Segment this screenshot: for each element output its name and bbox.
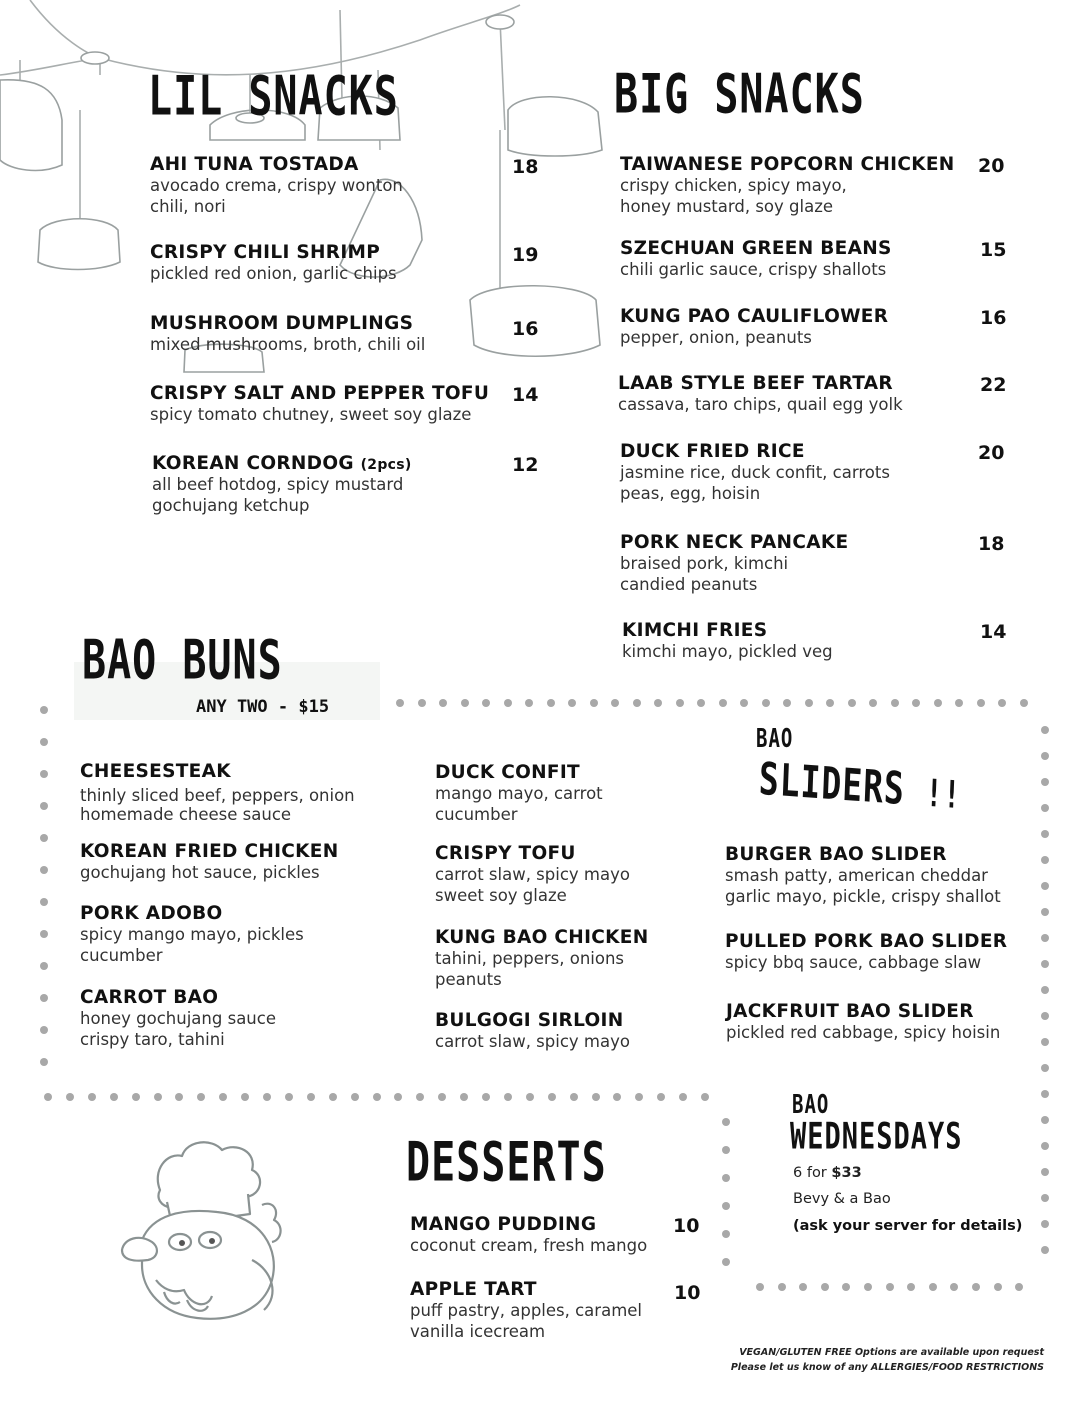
border-dot [722,1230,730,1238]
border-dot [504,1093,512,1101]
item-desc: chili garlic sauce, crispy shallots [620,260,887,279]
border-dot [826,699,834,707]
item-name: JACKFRUIT BAO SLIDER [726,1001,974,1022]
border-dot [482,1093,490,1101]
border-dot [40,898,48,906]
border-dot [929,1283,937,1291]
border-dot [40,770,48,778]
item-name: APPLE TART [410,1279,537,1300]
item-desc: crispy taro, tahini [80,1030,225,1049]
border-dot [1041,882,1049,890]
menu-item [620,532,848,595]
bao-buns-heading: BAO BUNS [82,630,283,693]
item-desc: candied peanuts [620,575,758,594]
border-dot [418,699,426,707]
item-desc: sweet soy glaze [435,886,567,905]
border-dot [799,1283,807,1291]
item-desc: mixed mushrooms, broth, chili oil [150,335,426,354]
item-name: DUCK CONFIT [435,762,580,783]
item-desc: homemade cheese sauce [80,805,292,824]
item-name: KUNG PAO CAULIFLOWER [620,306,889,327]
border-dot [351,1093,359,1101]
border-dot [548,1093,556,1101]
menu-item [435,843,630,906]
item-price: 10 [673,1215,700,1237]
item-name: PORK NECK PANCAKE [620,532,849,553]
item-desc: all beef hotdog, spicy mustard [152,475,404,494]
menu-item [620,238,892,280]
item-price: 14 [512,384,539,406]
bao-wednesdays-details: (ask your server for details) [793,1218,1023,1234]
border-dot [950,1283,958,1291]
item-desc: spicy tomato chutney, sweet soy glaze [150,405,472,424]
menu-item [725,844,1001,907]
item-desc: cassava, taro chips, quail egg yolk [618,395,903,414]
border-dot [547,699,555,707]
border-dot [1041,1090,1049,1098]
dietary-note-line1: VEGAN/GLUTEN FREE Options are available upon request [739,1347,1044,1358]
dietary-note-line2: Please let us know of any ALLERGIES/FOOD RESTRICTIONS [730,1362,1044,1373]
menu-item [726,1001,1000,1043]
border-dot [998,699,1006,707]
item-desc: kimchi mayo, pickled veg [622,642,833,661]
chef-bao-mascot-illustration [112,1130,292,1330]
item-name: KUNG BAO CHICKEN [435,927,649,948]
border-dot [1020,699,1028,707]
border-dot [1041,1142,1049,1150]
offer-price: $33 [831,1165,862,1181]
border-dot [891,699,899,707]
menu-item [150,313,425,355]
item-name: KOREAN FRIED CHICKEN [80,841,339,862]
item-price: 14 [980,621,1007,643]
border-dot [805,699,813,707]
border-dot [40,930,48,938]
border-dot [329,1093,337,1101]
border-dot [1041,934,1049,942]
menu-item [725,931,1007,973]
border-dot [1041,1038,1049,1046]
border-dot [955,699,963,707]
border-dot [722,1118,730,1126]
border-dot [592,1093,600,1101]
border-dot [40,994,48,1002]
item-desc: gochujang hot sauce, pickles [80,863,320,882]
menu-item [152,453,412,516]
item-name: CHEESESTEAK [80,761,231,782]
border-dot [40,866,48,874]
border-dot [241,1093,249,1101]
item-price: 16 [980,307,1007,329]
border-dot [396,699,404,707]
border-dot [110,1093,118,1101]
item-desc: pepper, onion, peanuts [620,328,812,347]
border-dot [756,1283,764,1291]
item-name: CRISPY SALT AND PEPPER TOFU [150,383,490,404]
item-name: DUCK FRIED RICE [620,441,805,462]
border-dot [907,1283,915,1291]
menu-item [620,154,955,217]
item-desc: jasmine rice, duck confit, carrots [620,463,890,482]
border-dot [934,699,942,707]
item-name: LAAB STYLE BEEF TARTAR [618,373,893,394]
border-dot [654,699,662,707]
item-desc: vanilla icecream [410,1322,546,1341]
border-dot [697,699,705,707]
border-dot [66,1093,74,1101]
item-price: 20 [978,442,1005,464]
border-dot [1041,1220,1049,1228]
offer-text: 6 for [793,1165,832,1181]
border-dot [1041,726,1049,734]
item-desc: pickled red cabbage, spicy hoisin [726,1023,1001,1042]
item-name: PULLED PORK BAO SLIDER [725,931,1008,952]
lil-snacks-heading: LIL SNACKS [148,66,399,129]
border-dot [864,1283,872,1291]
item-price: 19 [512,244,539,266]
menu-item [80,761,355,824]
border-dot [570,1093,578,1101]
border-dot [1041,986,1049,994]
border-dot [722,1146,730,1154]
border-dot [40,834,48,842]
border-dot [762,699,770,707]
item-price: 15 [980,239,1007,261]
border-dot [197,1093,205,1101]
border-dot [657,1093,665,1101]
item-price: 16 [512,318,539,340]
border-dot [40,962,48,970]
border-dot [416,1093,424,1101]
border-dot [1041,1064,1049,1072]
border-dot [1041,830,1049,838]
border-dot [722,1202,730,1210]
item-desc: honey mustard, soy glaze [620,197,834,216]
item-name: CARROT BAO [80,987,219,1008]
item-desc: tahini, peppers, onions [435,949,625,968]
bao-sliders-title-mark: !! [924,770,963,818]
border-dot [1041,856,1049,864]
item-price: 18 [512,156,539,178]
border-dot [40,802,48,810]
border-dot [307,1093,315,1101]
border-dot [635,1093,643,1101]
border-dot [44,1093,52,1101]
item-desc: peanuts [435,970,502,989]
bao-wednesdays-bevy: Bevy & a Bao [793,1191,891,1207]
item-desc: spicy mango mayo, pickles [80,925,304,944]
menu-item [80,841,339,883]
border-dot [1041,908,1049,916]
menu-item [150,154,403,217]
dietary-note [731,1345,1044,1375]
item-desc: gochujang ketchup [152,496,310,515]
item-name: TAIWANESE POPCORN CHICKEN [620,154,955,175]
border-dot [722,1258,730,1266]
item-price: 18 [978,533,1005,555]
menu-item [620,441,890,504]
border-dot [1041,960,1049,968]
border-dot [88,1093,96,1101]
border-dot [869,699,877,707]
border-dot [461,699,469,707]
border-dot [40,738,48,746]
border-dot [40,1058,48,1066]
border-dot [439,699,447,707]
border-dot [154,1093,162,1101]
item-name: BULGOGI SIRLOIN [435,1010,624,1031]
big-snacks-heading: BIG SNACKS [614,64,865,127]
item-name: AHI TUNA TOSTADA [150,154,359,175]
border-dot [504,699,512,707]
item-desc: avocado crema, crispy wonton [150,176,403,195]
menu-item [435,927,649,990]
item-name: CRISPY TOFU [435,843,576,864]
border-dot [1041,1116,1049,1124]
item-name: KOREAN CORNDOG [152,453,354,474]
menu-item [620,306,888,348]
item-desc: cucumber [80,946,163,965]
border-dot [1041,1168,1049,1176]
border-dot [525,699,533,707]
menu-item [435,762,603,825]
border-dot [40,1026,48,1034]
border-dot [1041,1194,1049,1202]
border-dot [568,699,576,707]
border-dot [701,1093,709,1101]
item-price: 10 [674,1282,701,1304]
item-price: 20 [978,155,1005,177]
border-dot [912,699,920,707]
item-desc: cucumber [435,805,518,824]
border-dot [719,699,727,707]
bao-wednesdays-small-heading: BAO [792,1090,830,1120]
border-dot [842,1283,850,1291]
item-name: MUSHROOM DUMPLINGS [150,313,414,334]
item-desc: thinly sliced beef, peppers, onion [80,786,355,805]
border-dot [613,1093,621,1101]
item-desc: chili, nori [150,197,226,216]
item-desc: braised pork, kimchi [620,554,789,573]
item-name: BURGER BAO SLIDER [725,844,947,865]
border-dot [972,1283,980,1291]
menu-item [410,1279,642,1342]
border-dot [633,699,641,707]
item-name: PORK ADOBO [80,903,223,924]
menu-item [410,1214,647,1256]
border-dot [590,699,598,707]
border-dot [460,1093,468,1101]
border-dot [263,1093,271,1101]
item-price: 12 [512,454,539,476]
item-name: CRISPY CHILI SHRIMP [150,242,381,263]
bao-wednesdays-offer [793,1165,862,1181]
item-desc: spicy bbq sauce, cabbage slaw [725,953,982,972]
border-dot [1041,1012,1049,1020]
border-dot [676,699,684,707]
border-dot [679,1093,687,1101]
border-dot [373,1093,381,1101]
menu-item [618,373,903,415]
border-dot [132,1093,140,1101]
bao-sliders-small-heading: BAO [756,724,794,754]
item-desc: honey gochujang sauce [80,1009,276,1028]
border-dot [1041,778,1049,786]
item-desc: coconut cream, fresh mango [410,1236,648,1255]
border-dot [1041,804,1049,812]
border-dot [848,699,856,707]
border-dot [977,699,985,707]
border-dot [40,706,48,714]
menu-item [150,242,397,284]
border-dot [1015,1283,1023,1291]
item-desc: crispy chicken, spicy mayo, [620,176,847,195]
border-dot [611,699,619,707]
border-dot [175,1093,183,1101]
item-name: SZECHUAN GREEN BEANS [620,238,892,259]
border-dot [886,1283,894,1291]
menu-item [80,987,276,1050]
bao-buns-subtitle: ANY TWO - $15 [196,697,330,717]
desserts-heading: DESSERTS [406,1132,607,1195]
border-dot [740,699,748,707]
border-dot [1041,1246,1049,1254]
border-dot [394,1093,402,1101]
menu-item [435,1010,630,1052]
item-desc: mango mayo, carrot [435,784,603,803]
bao-wednesdays-heading: WEDNESDAYS [790,1116,963,1158]
item-desc: carrot slaw, spicy mayo [435,865,630,884]
item-desc: garlic mayo, pickle, crispy shallot [725,887,1001,906]
item-name-suffix: (2pcs) [360,457,412,473]
item-name: KIMCHI FRIES [622,620,768,641]
border-dot [1041,752,1049,760]
border-dot [482,699,490,707]
menu-item [80,903,304,966]
item-desc: puff pastry, apples, caramel [410,1301,642,1320]
item-desc: carrot slaw, spicy mayo [435,1032,630,1051]
bao-sliders-heading [758,752,962,819]
menu-item [150,383,489,425]
border-dot [722,1174,730,1182]
item-name: MANGO PUDDING [410,1214,597,1235]
bao-sliders-title: SLIDERS [757,752,906,815]
border-dot [783,699,791,707]
border-dot [994,1283,1002,1291]
item-desc: pickled red onion, garlic chips [150,264,397,283]
item-desc: peas, egg, hoisin [620,484,761,503]
border-dot [285,1093,293,1101]
border-dot [821,1283,829,1291]
border-dot [438,1093,446,1101]
item-desc: smash patty, american cheddar [725,866,988,885]
border-dot [219,1093,227,1101]
border-dot [778,1283,786,1291]
menu-item [622,620,833,662]
border-dot [526,1093,534,1101]
item-price: 22 [980,374,1007,396]
